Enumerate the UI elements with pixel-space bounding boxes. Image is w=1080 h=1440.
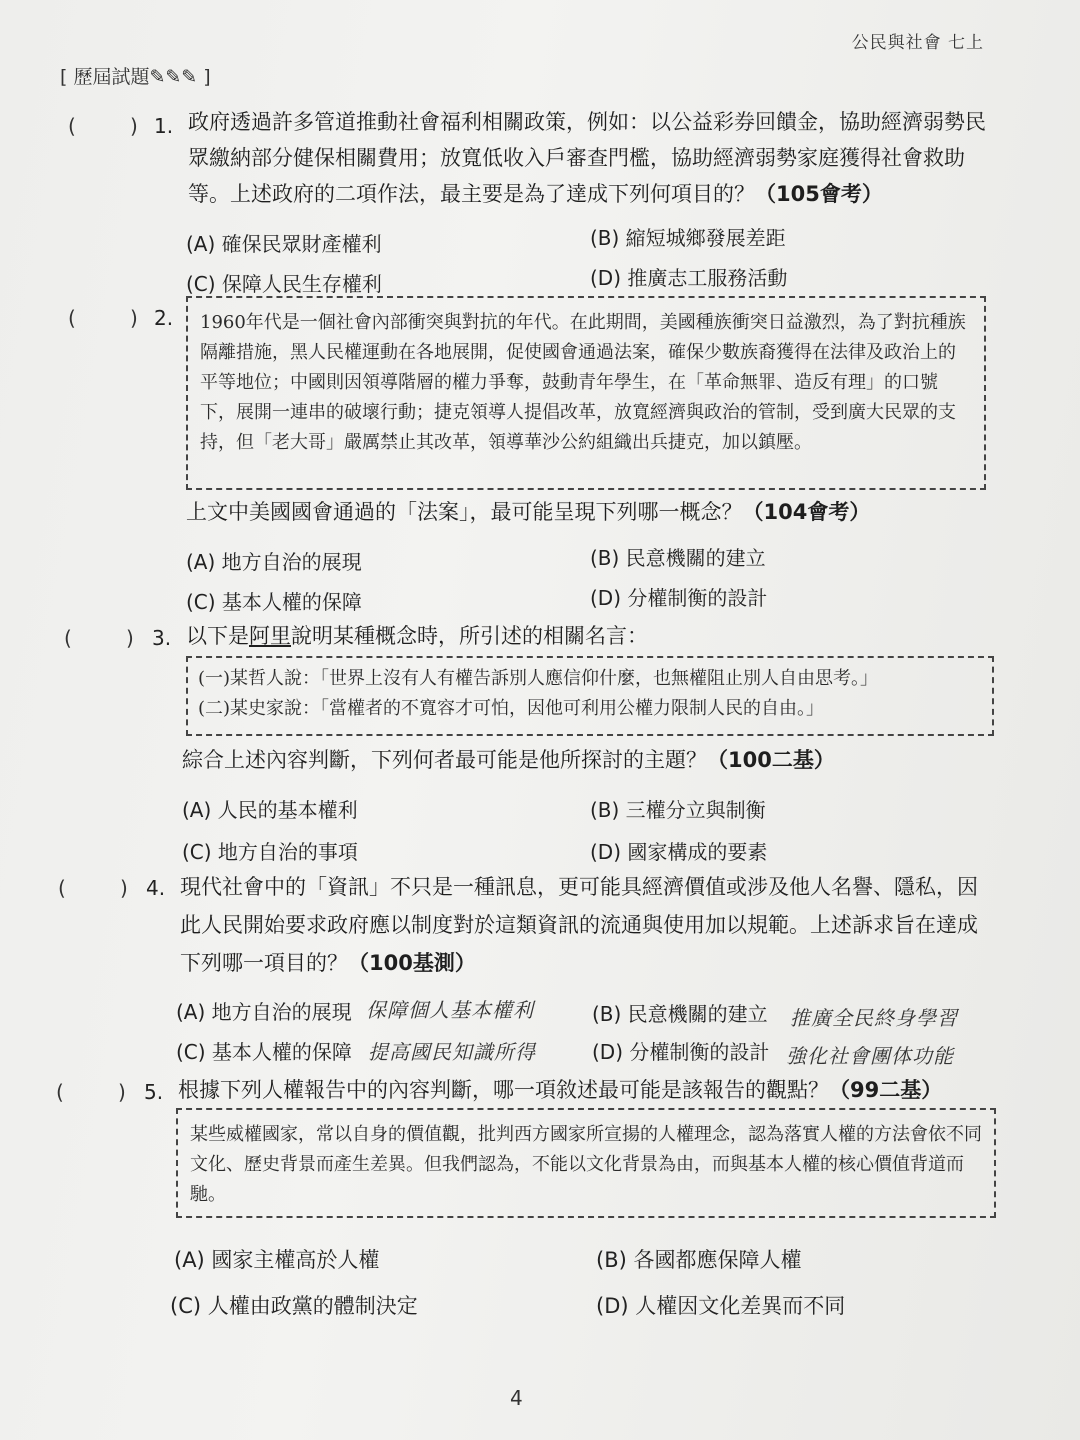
question-source: （99二基） [829, 1078, 943, 1102]
option-d: (D) 分權制衡的設計 [590, 586, 768, 610]
handwritten-note: 保障個人基本權利 [366, 998, 534, 1022]
section-title: [ 歷屆試題✎✎✎ ] [60, 66, 211, 88]
question-stem: 上文中美國國會通過的「法案」，最可能呈現下列哪一概念？（104會考） [186, 500, 871, 524]
question-number: 5. [144, 1080, 164, 1104]
question-source: （105會考） [755, 182, 883, 206]
option-b: (B) 三權分立與制衡 [590, 798, 766, 822]
option-a: (A) 人民的基本權利 [182, 798, 358, 822]
question-number: 1. [154, 114, 174, 138]
question-number: 2. [154, 306, 174, 330]
report-passage: 某些威權國家，常以自身的價值觀，批判西方國家所宣揚的人權理念，認為落實人權的方法會依不同文化、歷史背景而產生差異。但我們認為，不能以文化背景為由，而與基本人權的核心價值背道而馳。 [176, 1108, 996, 1218]
option-c: (C) 保障人民生存權利 [186, 272, 382, 296]
question-stem: 以下是阿里說明某種概念時，所引述的相關名言： [186, 624, 648, 648]
option-a: (A) 國家主權高於人權 [174, 1248, 380, 1272]
option-c: (C) 地方自治的事項 [182, 840, 358, 864]
question-number: 3. [152, 626, 172, 650]
quotes-box [186, 656, 994, 736]
handwritten-note: 推廣全民終身學習 [790, 1006, 958, 1030]
question-source: （104會考） [742, 500, 871, 524]
option-b: (B) 民意機關的建立 [590, 546, 766, 570]
page-header: 公民與社會 七上 [851, 33, 984, 53]
option-d: (D) 分權制衡的設計 [592, 1040, 770, 1064]
worksheet-page: 公民與社會 七上 [ 歷屆試題✎✎✎ ] ( ) 1. 政府透過許多管道推動社會福利相關政策，例如：以公益彩券回饋金，協助經濟弱勢民眾繳納部分健保相關費用；放寬低收入戶審查門檻，協助經濟弱勢家庭獲得社會救助等。上述政府的二項作法，最主要是為了達成下列何項目的？（105會考） (A) 確保民眾財產權利 (B) 縮短城鄉發展差距 (C) 保障人民生存權利 (D) 推廣志工服務活動 ( ) 2. 1960年代是一個社會內部衝突與對抗的年代。在此期間，美國種族衝突日益激烈，為了對抗種族隔離措施，黑人民權運動在各地展開，促使國會通過法案，確保少數族裔獲得在法律及政治上的平等地位；中國則因領導階層的權力爭奪，鼓動青年學生，在「革命無罪、造反有理」的口號下，展開一連串的破壞行動；捷克領導人提倡改革，放寬經濟與政治的管制，受到廣大民眾的支持，但「老大哥」嚴厲禁止其改革，領導華沙公約組織出兵捷克，加以鎮壓。 上文中美國國會通過的「法案」，最可能呈現下列哪一概念？（104會考） (A) 地方自治的展現 (B) 民意機關的建立 (C) 基本人權的保障 (D) 分權制衡的設計 ( ) 3. 以下是阿里說明某種概念時，所引述的相關名言： (一)某哲人說：「世界上沒有人有權告訴別人應信仰什麼，也無權阻止別人自由思考。」 (二)某史家說：「當權者的不寬容才可怕，因他可利用公權力限制人民的自由。」 綜合上述內容判斷，下列何者最可能是他所探討的主題？（100二基） (A) 人民的基本權利 (B) 三權分立與制衡 (C) 地方自治的事項 (D) 國家構成的要素 ( ) 4. 現代社會中的「資訊」不只是一種訊息，更可能具經濟價值或涉及他人名譽、隱私，因此人民開始要求政府應以制度對於這類資訊的流通與使用加以規範。上述訴求旨在達成下列哪一項目的？（100基測） (A) 地方自治的展現 保障個人基本權利 (B) 民意機關的建立 推廣全民終身學習 (C) 基本人權的保障 提高國民知識所得 (D) 分權制衡的設計 強化社會團体功能 ( ) 5. 根據下列人權報告中的內容判斷，哪一項敘述最可能是該報告的觀點？（99二基） 某些威權國家，常以自身的價值觀，批判西方國家所宣揚的人權理念，認為落實人權的方法會依不同文化、歷史背景而產生差異。但我們認為，不能以文化背景為由，而與基本人權的核心價值背道而馳。 (A) 國家主權高於人權 (B) 各國都應保障人權 (C) 人權由政黨的體制決定 (D) 人權因文化差異而不同 4 [0, 0, 1080, 1440]
question-number: 4. [146, 876, 166, 900]
quote-2: (二)某史家說：「當權者的不寬容才可怕，因他可利用公權力限制人民的自由。」 [198, 698, 825, 719]
option-d: (D) 人權因文化差異而不同 [596, 1294, 846, 1318]
option-b: (B) 各國都應保障人權 [596, 1248, 802, 1272]
option-d: (D) 國家構成的要素 [590, 840, 768, 864]
reading-passage: 1960年代是一個社會內部衝突與對抗的年代。在此期間，美國種族衝突日益激烈，為了對抗種族隔離措施，黑人民權運動在各地展開，促使國會通過法案，確保少數族裔獲得在法律及政治上的平等地位；中國則因領導階層的權力爭奪，鼓動青年學生，在「革命無罪、造反有理」的口號下，展開一連串的破壞行動；捷克領導人提倡改革，放寬經濟與政治的管制，受到廣大民眾的支持，但「老大哥」嚴厲禁止其改革，領導華沙公約組織出兵捷克，加以鎮壓。 [186, 296, 986, 490]
option-a: (A) 地方自治的展現 [176, 1000, 352, 1024]
question-stem: 現代社會中的「資訊」不只是一種訊息，更可能具經濟價值或涉及他人名譽、隱私，因此人民開始要求政府應以制度對於這類資訊的流通與使用加以規範。上述訴求旨在達成下列哪一項目的？（100基測） [180, 875, 978, 975]
handwritten-note: 提高國民知識所得 [368, 1040, 536, 1064]
question-source: （100二基） [707, 748, 835, 772]
person-name: 阿里 [249, 624, 291, 648]
question-source: （100基測） [348, 951, 476, 975]
question-stem-2: 綜合上述內容判斷，下列何者最可能是他所探討的主題？（100二基） [182, 748, 835, 772]
question-stem: 根據下列人權報告中的內容判斷，哪一項敘述最可能是該報告的觀點？（99二基） [178, 1078, 943, 1102]
option-c: (C) 基本人權的保障 [176, 1040, 352, 1064]
page-number: 4 [510, 1386, 523, 1410]
option-b: (B) 民意機關的建立 [592, 1002, 768, 1026]
quote-1: (一)某哲人說：「世界上沒有人有權告訴別人應信仰什麼，也無權阻止別人自由思考。」 [198, 668, 879, 689]
option-c: (C) 人權由政黨的體制決定 [170, 1294, 418, 1318]
option-c: (C) 基本人權的保障 [186, 590, 362, 614]
question-stem: 政府透過許多管道推動社會福利相關政策，例如：以公益彩券回饋金，協助經濟弱勢民眾繳納部分健保相關費用；放寬低收入戶審查門檻，協助經濟弱勢家庭獲得社會救助等。上述政府的二項作法，最主要是為了達成下列何項目的？（105會考） [188, 110, 986, 206]
option-a: (A) 確保民眾財產權利 [186, 232, 382, 256]
handwritten-note: 強化社會團体功能 [786, 1044, 954, 1068]
option-d: (D) 推廣志工服務活動 [590, 266, 788, 290]
option-b: (B) 縮短城鄉發展差距 [590, 226, 786, 250]
option-a: (A) 地方自治的展現 [186, 550, 362, 574]
